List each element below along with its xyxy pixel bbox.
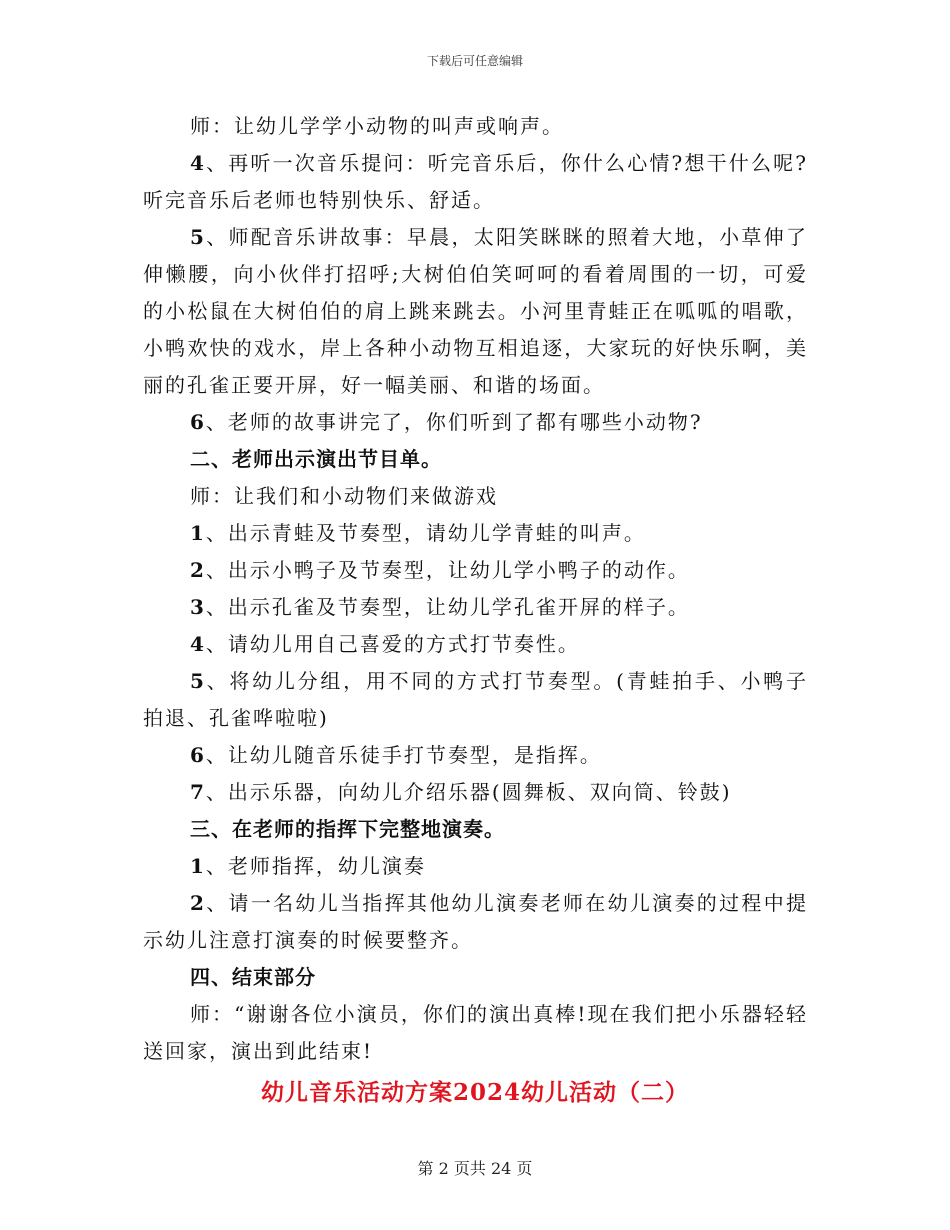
paragraph: 1、出示青蛙及节奏型，请幼儿学青蛙的叫声。 — [190, 521, 646, 545]
paragraph: 师：让我们和小动物们来做游戏 — [190, 484, 498, 508]
page-footer: 第 2 页共 24 页 — [417, 1159, 533, 1178]
section-heading: 三、在老师的指挥下完整地演奏。 — [190, 817, 505, 841]
next-document-title: 幼儿音乐活动方案2024幼儿活动（二） — [260, 1079, 689, 1106]
paragraph: 1、老师指挥，幼儿演奏 — [190, 854, 426, 878]
paragraph: 5、师配音乐讲故事：早晨，太阳笑眯眯的照着大地，小草伸了伸懒腰，向小伙伴打招呼;大树伯伯笑呵呵的看着周围的一切，可爱的小松鼠在大树伯伯的肩上跳来跳去。小河里青蛙正在呱呱的唱歌，小鸭欢快的戏水，岸上各种小动物互相追逐，大家玩的好快乐啊，美丽的孔雀正要开屏，好一幅美丽、和谐的场面。 — [143, 225, 808, 397]
paragraph: 3、出示孔雀及节奏型，让幼儿学孔雀开屏的样子。 — [190, 595, 690, 619]
paragraph: 师：让幼儿学学小动物的叫声或响声。 — [190, 114, 564, 138]
paragraph: 2、请一名幼儿当指挥其他幼儿演奏老师在幼儿演奏的过程中提示幼儿注意打演奏的时候要整齐。 — [143, 891, 808, 952]
section-heading: 四、结束部分 — [190, 965, 316, 989]
paragraph: 7、出示乐器，向幼儿介绍乐器(圆舞板、双向筒、铃鼓) — [190, 780, 732, 804]
page-header: 下载后可任意编辑 — [426, 54, 523, 68]
paragraph: 6、老师的故事讲完了，你们听到了都有哪些小动物? — [190, 410, 703, 434]
paragraph: 4、再听一次音乐提问：听完音乐后，你什么心情?想干什么呢?听完音乐后老师也特别快乐、舒适。 — [143, 151, 808, 212]
paragraph: 4、请幼儿用自己喜爱的方式打节奏性。 — [190, 632, 580, 656]
paragraph: 师：“谢谢各位小演员，你们的演出真棒!现在我们把小乐器轻轻送回家，演出到此结束! — [143, 1002, 808, 1063]
paragraph: 5、将幼儿分组，用不同的方式打节奏型。(青蛙拍手、小鸭子拍退、孔雀哗啦啦) — [143, 669, 808, 730]
section-heading: 二、老师出示演出节目单。 — [190, 447, 442, 471]
paragraph: 6、让幼儿随音乐徒手打节奏型，是指挥。 — [190, 743, 602, 767]
paragraph: 2、出示小鸭子及节奏型，让幼儿学小鸭子的动作。 — [190, 558, 690, 582]
document-body — [143, 108, 808, 1070]
